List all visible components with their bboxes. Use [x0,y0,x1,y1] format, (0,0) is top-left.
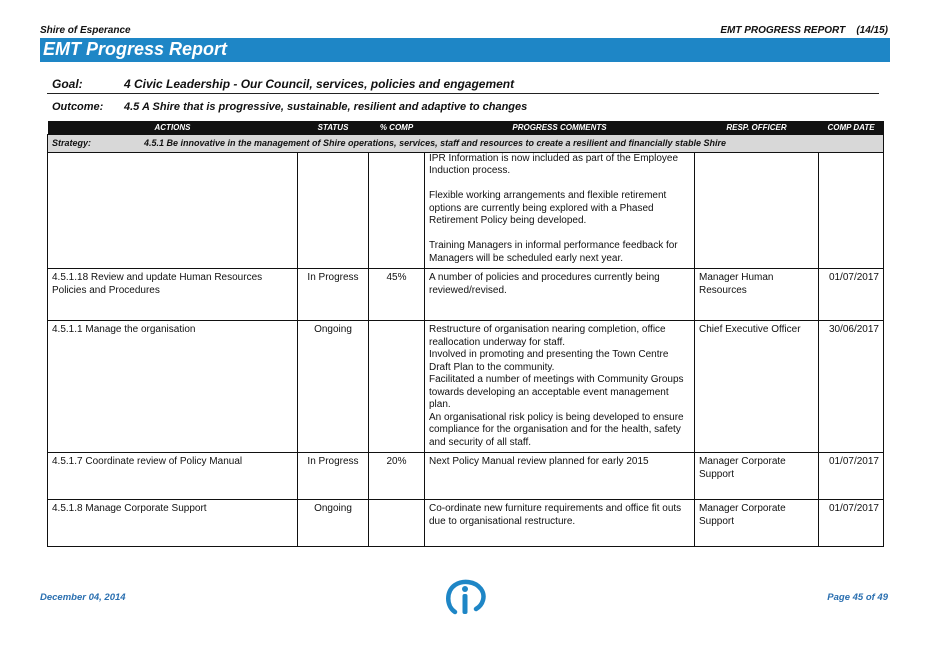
cell-officer: Manager Corporate Support [695,500,819,547]
cell-pct: 20% [369,453,425,500]
strategy-text: 4.5.1 Be innovative in the management of Shire operations, services, staff and resources to create a resilient and financially stable Shire [144,138,727,148]
cell-officer: Manager Corporate Support [695,453,819,500]
cell-pct [369,500,425,547]
cell-comment: Restructure of organisation nearing completion, office reallocation underway for staff. Involved in promoting and presenting the Town Centre Draft Plan to the community. Facilitated a number of meetings with Community Groups towards developing an acceptable event management plan. An organisational risk policy is being developed to ensure compliance for the organisation and for the health, safety and security of all staff. [425,321,695,453]
page-title: EMT Progress Report [43,39,228,59]
cell-officer: Chief Executive Officer [695,321,819,453]
comment-paragraph: Training Managers in informal performance feedback for Managers will be scheduled early next year. [429,240,678,264]
comment-paragraph: Flexible working arrangements and flexible retirement options are currently being explored with a Phased Retirement Policy being developed. [429,190,667,226]
col-header-actions: ACTIONS [48,121,298,135]
header-report-pages: (14/15) [856,25,888,36]
outcome-label: Outcome: [52,101,104,113]
cell-officer [695,152,819,269]
footer-page-number: Page 45 of 49 [827,592,888,603]
outcome-text: 4.5 A Shire that is progressive, sustainable, resilient and adaptive to changes [124,101,528,113]
comment-paragraph: IPR Information is now included as part of the Employee Induction process. [429,152,679,176]
table-row-continued [48,152,884,269]
col-header-status: STATUS [298,121,369,135]
cell-status: Ongoing [298,500,369,547]
cell-action: 4.5.1.7 Coordinate review of Policy Manual [48,453,298,500]
cell-pct: 45% [369,269,425,321]
col-header-officer: RESP. OFFICER [695,121,819,135]
footer-date: December 04, 2014 [40,592,126,603]
strategy-label: Strategy: [52,138,92,148]
col-header-pct: % COMP [369,121,425,135]
col-header-date: COMP DATE [819,121,884,135]
table-header-row [48,121,884,135]
table-row [48,500,884,547]
cell-status: In Progress [298,453,369,500]
col-header-comments: PROGRESS COMMENTS [425,121,695,135]
title-banner [40,38,890,62]
strategy-row [48,135,884,153]
table-row [48,321,884,453]
info-i-logo-icon [443,578,487,618]
table-row [48,269,884,321]
table-row [48,453,884,500]
header-org: Shire of Esperance [40,25,131,36]
cell-date: 01/07/2017 [819,269,884,321]
goal-text: 4 Civic Leadership - Our Council, services, policies and engagement [124,77,515,91]
cell-date: 01/07/2017 [819,500,884,547]
cell-comment: Next Policy Manual review planned for early 2015 [425,453,695,500]
cell-comment: Co-ordinate new furniture requirements and office fit outs due to organisational restructure. [425,500,695,547]
cell-action: 4.5.1.1 Manage the organisation [48,321,298,453]
cell-date [819,152,884,269]
cell-status: In Progress [298,269,369,321]
cell-date: 30/06/2017 [819,321,884,453]
cell-status: Ongoing [298,321,369,453]
cell-action [48,152,298,269]
cell-date: 01/07/2017 [819,453,884,500]
cell-pct [369,321,425,453]
progress-table [47,121,884,547]
cell-pct [369,152,425,269]
cell-comment: A number of policies and procedures currently being reviewed/revised. [425,269,695,321]
cell-officer: Manager Human Resources [695,269,819,321]
header-report-title [720,25,888,36]
header-report-name: EMT PROGRESS REPORT [720,25,846,36]
strategy-cell [48,135,884,153]
cell-action: 4.5.1.18 Review and update Human Resources Policies and Procedures [48,269,298,321]
cell-action: 4.5.1.8 Manage Corporate Support [48,500,298,547]
cell-status [298,152,369,269]
goal-divider [47,93,879,94]
cell-comment [425,152,695,269]
goal-label: Goal: [52,77,83,91]
